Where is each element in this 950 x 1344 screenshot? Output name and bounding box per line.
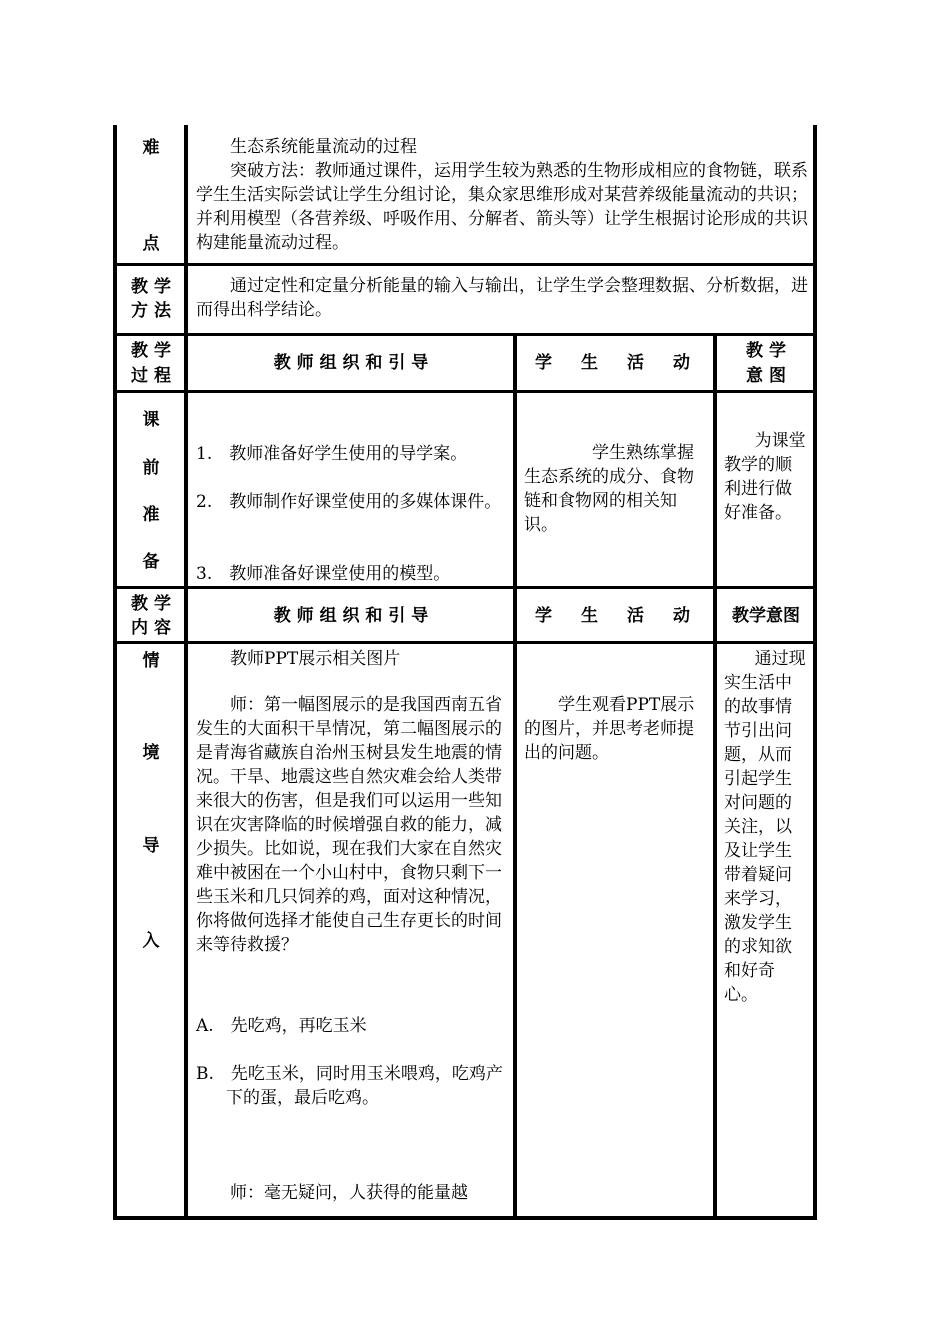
prep-item-1: 1. 教师准备好学生使用的导学案。	[196, 444, 468, 464]
process-teacher-header: 教 师 组 织 和 引 导	[273, 353, 429, 373]
table-border-bottom	[113, 1216, 817, 1220]
intro-p2	[196, 693, 508, 957]
table-border-col1	[184, 125, 188, 1220]
table-border-col2	[513, 336, 517, 1220]
content-student-header: 学 生 活 动	[535, 606, 696, 626]
intro-intent-text: 通过现实生活中的故事情节引出问题，从而引起学生对问题的关注，以及让学生带着疑问来学习，激发学生的求知欲和好奇心。	[724, 649, 806, 1005]
table-border-col3	[713, 336, 717, 1220]
process-intent-2: 意 图	[746, 366, 786, 386]
prep-label-2: 前	[142, 458, 160, 478]
prep-intent-text: 为课堂教学的顺利进行做好准备。	[724, 431, 806, 523]
difficulty-topic: 生态系统能量流动的过程	[230, 137, 417, 157]
content-label-1: 教 学	[131, 594, 171, 614]
intro-teacher-speech: 师：第一幅图展示的是我国西南五省发生的大面积干旱情况，第二幅图展示的是青海省藏族自治州玉树县发生地震的情况。干旱、地震这些自然灾难会给人类带来很大的伤害，但是我们可以运用一些知识在灾害降临的时候增强自救的能力，减少损失。比如说，现在我们大家在自然灾难中被困在一个小山村中，食物只剩下一些玉米和几只饲养的鸡，面对这种情况，你将做何选择才能使自己生存更长的时间来等待救援？	[196, 695, 502, 955]
table-border-left	[113, 125, 117, 1220]
intro-student-text: 学生观看PPT展示的图片，并思考老师提出的问题。	[524, 695, 695, 763]
intro-student-content	[524, 693, 706, 765]
prep-label-1: 课	[142, 410, 160, 430]
intro-label-1: 情	[142, 651, 160, 671]
prep-student-content	[524, 441, 710, 537]
row-divider	[113, 333, 817, 336]
prep-intent-content	[724, 429, 808, 525]
content-label-2: 内 容	[131, 618, 171, 638]
process-label-1: 教 学	[131, 341, 171, 361]
process-intent-1: 教 学	[746, 341, 786, 361]
intro-ppt-text: 教师PPT展示相关图片	[230, 649, 401, 669]
intro-option-b: B. 先吃玉米，同时用玉米喂鸡，吃鸡产下的蛋，最后吃鸡。	[196, 1064, 503, 1108]
prep-item-2: 2. 教师制作好课堂使用的多媒体课件。	[196, 492, 502, 512]
process-label-2: 过 程	[131, 366, 171, 386]
difficulty-label-bottom: 点	[142, 234, 160, 254]
difficulty-method: 突破方法：教师通过课件，运用学生较为熟悉的生物形成相应的食物链，联系学生生活实际尝试让学生分组讨论，集众家思维形成对某营养级能量流动的共识；并利用模型（各营养级、呼吸作用、分解者、箭头等）让学生根据讨论形成的共识构建能量流动过程。	[196, 161, 808, 253]
prep-item-3: 3. 教师准备好课堂使用的模型。	[196, 564, 451, 584]
row-divider	[113, 641, 817, 644]
table-border-right	[813, 125, 817, 1220]
intro-label-4: 入	[142, 931, 160, 951]
intro-intent-content	[724, 647, 808, 1007]
content-teacher-header: 教 师 组 织 和 引 导	[273, 606, 429, 626]
intro-label-2: 境	[142, 743, 160, 763]
difficulty-label-top: 难	[142, 138, 160, 158]
row-divider	[113, 263, 817, 266]
method-label-2: 方 法	[131, 301, 171, 321]
intro-teacher-conclusion: 师：毫无疑问，人获得的能量越	[230, 1183, 468, 1203]
method-label-1: 教 学	[131, 277, 171, 297]
process-student-header: 学 生 活 动	[535, 353, 696, 373]
intro-p3	[196, 1181, 508, 1205]
row-divider	[113, 390, 817, 393]
method-content	[196, 274, 808, 322]
difficulty-content	[196, 135, 808, 255]
prep-student-text: 学生熟练掌握生态系统的成分、食物链和食物网的相关知识。	[524, 443, 694, 535]
prep-label-3: 准	[142, 505, 160, 525]
prep-label-4: 备	[142, 552, 160, 572]
method-text: 通过定性和定量分析能量的输入与输出，让学生学会整理数据、分析数据，进而得出科学结论。	[196, 276, 808, 320]
intro-option-a: A. 先吃鸡，再吃玉米	[196, 1016, 367, 1036]
intro-p1	[196, 647, 508, 671]
row-divider	[113, 586, 817, 589]
content-intent-header: 教学意图	[732, 606, 800, 626]
intro-label-3: 导	[142, 836, 160, 856]
